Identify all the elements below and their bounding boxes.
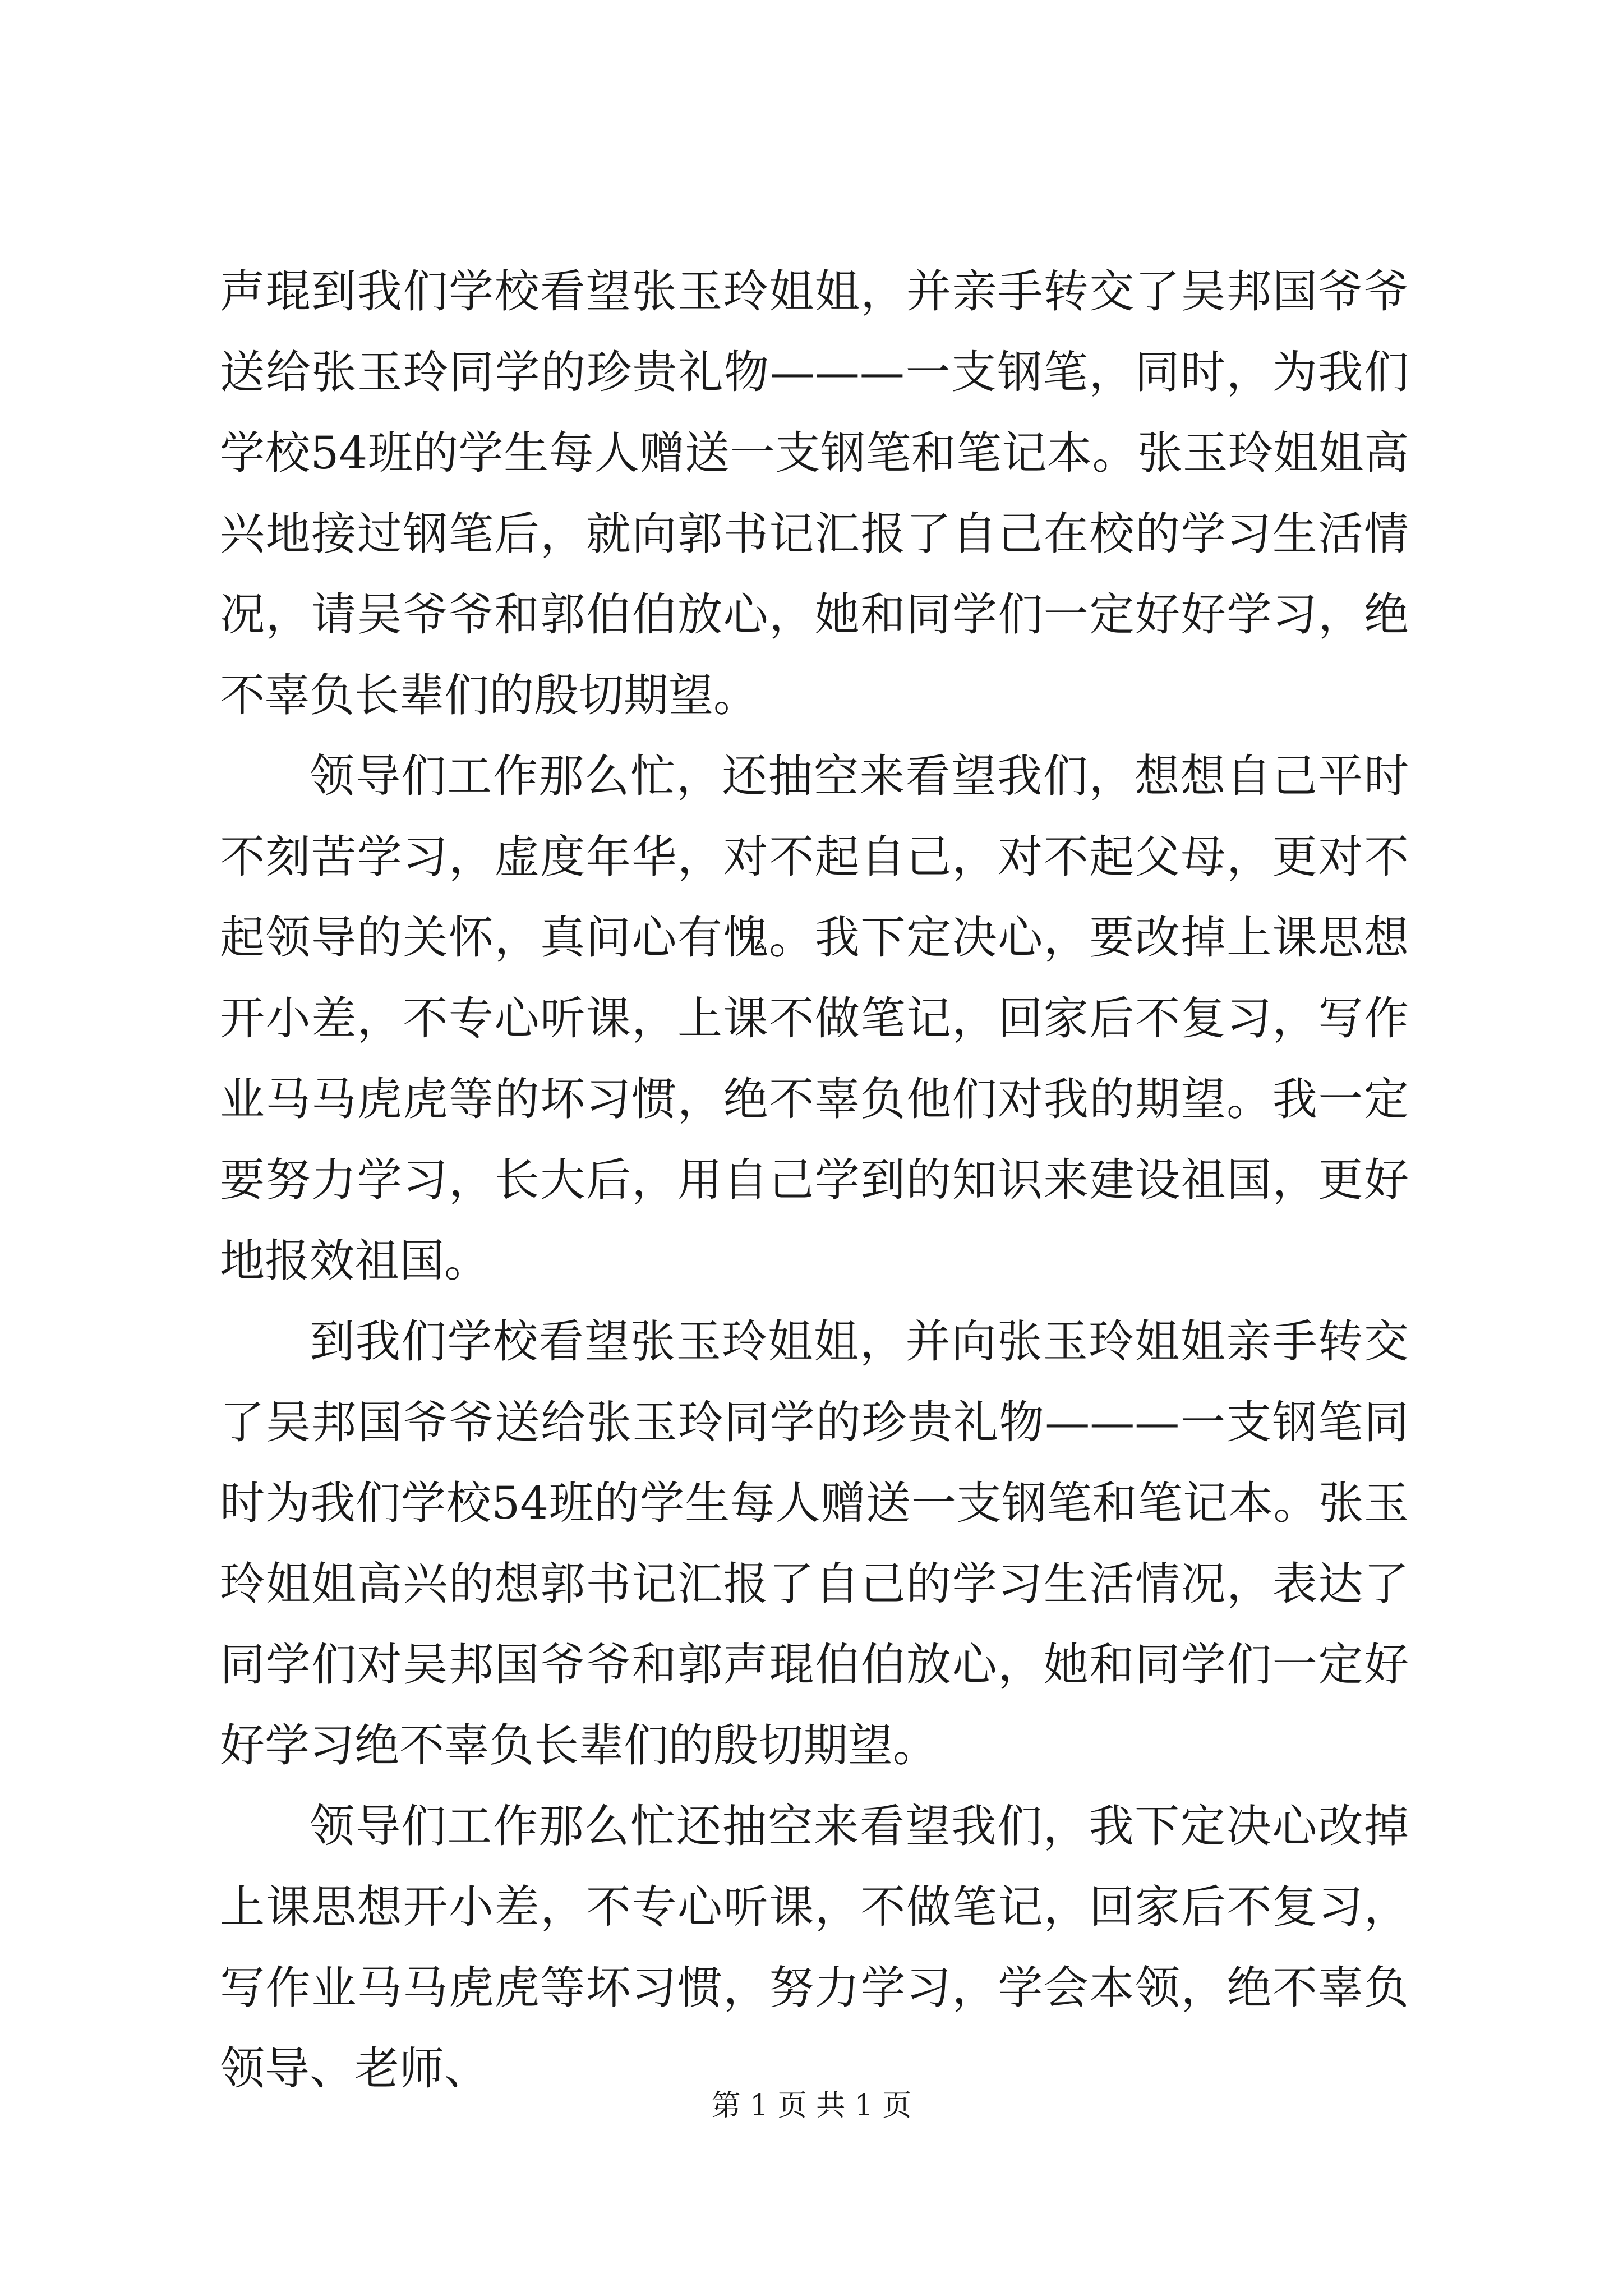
page-number-label: 第 1 页 共 1 页 — [711, 2089, 912, 2123]
document-body — [220, 251, 1409, 2109]
paragraph-1: 声琨到我们学校看望张玉玲姐姐，并亲手转交了吴邦国爷爷送给张玉玲同学的珍贵礼物———一支钢笔，同时，为我们学校54班的学生每人赠送一支钢笔和笔记本。张玉玲姐姐高兴地接过钢笔后，就向郭书记汇报了自己在校的学习生活情况，请吴爷爷和郭伯伯放心，她和同学们一定好好学习，绝不辜负长辈们的殷切期望。 — [220, 265, 1409, 721]
page-footer — [0, 2088, 1623, 2124]
paragraph-3: 到我们学校看望张玉玲姐姐，并向张玉玲姐姐亲手转交了吴邦国爷爷送给张玉玲同学的珍贵礼物———一支钢笔同时为我们学校54班的学生每人赠送一支钢笔和笔记本。张玉玲姐姐高兴的想郭书记汇报了自己的学习生活情况，表达了同学们对吴邦国爷爷和郭声琨伯伯放心，她和同学们一定好好学习绝不辜负长辈们的殷切期望。 — [220, 1315, 1409, 1772]
paragraph-2: 领导们工作那么忙，还抽空来看望我们，想想自己平时不刻苦学习，虚度年华，对不起自己，对不起父母，更对不起领导的关怀，真问心有愧。我下定决心，要改掉上课思想开小差，不专心听课，上课不做笔记，回家后不复习，写作业马马虎虎等的坏习惯，绝不辜负他们对我的期望。我一定要努力学习，长大后，用自己学到的知识来建设祖国，更好地报效祖国。 — [220, 750, 1409, 1287]
paragraph-4: 领导们工作那么忙还抽空来看望我们，我下定决心改掉上课思想开小差，不专心听课，不做笔记，回家后不复习，写作业马马虎虎等坏习惯，努力学习，学会本领，绝不辜负领导、老师、 — [220, 1800, 1409, 2095]
